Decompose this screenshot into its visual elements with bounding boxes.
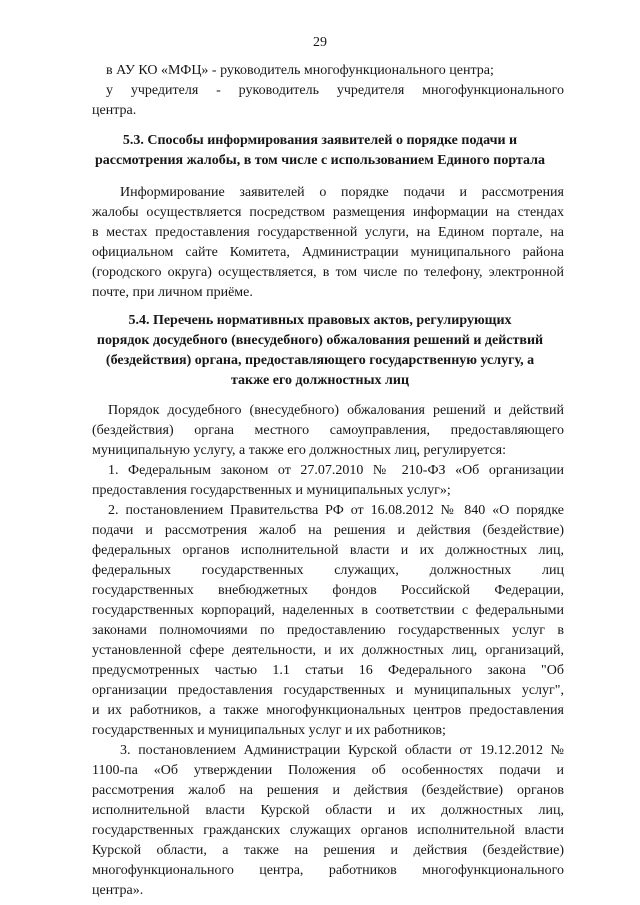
list-item-line: государственных гражданских служащих органов исполнительной власти — [92, 823, 564, 838]
paragraph-line: Информирование заявителей о порядке подачи и рассмотрения — [120, 185, 564, 200]
section-heading-line: порядок досудебного (внесудебного) обжалования решений и действий — [96, 333, 544, 348]
list-item-line: организации предоставления государственных и муниципальных услуг", — [92, 683, 564, 698]
paragraph-line: Порядок досудебного (внесудебного) обжалования решений и действий — [108, 403, 564, 418]
list-item-line: предусмотренных частью 1.1 статьи 16 Федерального закона "Об — [92, 663, 564, 678]
list-item-line: государственных и муниципальных услуг и их работников; — [92, 723, 446, 738]
list-item-line: центра». — [92, 883, 144, 898]
paragraph-line: жалобы осуществляется посредством размещения информации на стендах — [92, 205, 564, 220]
page-number: 29 — [313, 35, 327, 50]
list-item-line: 3. постановлением Администрации Курской области от 19.12.2012 № — [120, 743, 564, 758]
intro-line: в АУ КО «МФЦ» - руководитель многофункционального центра; — [106, 63, 494, 78]
list-item-line: установленной сфере деятельности, и их должностных лиц, организаций, — [92, 643, 564, 658]
list-item-line: 1. Федеральным законом от 27.07.2010 № 210-ФЗ «Об организации — [108, 463, 564, 478]
paragraph-line: (бездействия) органа местного самоуправления, предоставляющего — [92, 423, 564, 438]
paragraph-line: официальном сайте Комитета, Администрации муниципального района — [92, 245, 564, 260]
intro-line: центра. — [92, 103, 137, 118]
list-item-line: 1100-па «Об утверждении Положения об особенностях подачи и — [92, 763, 564, 778]
paragraph-line: в местах предоставления государственной услуги, на Едином портале, на — [92, 225, 564, 240]
list-item-line: многофункционального центра, работников многофункционального — [92, 863, 564, 878]
list-item-line: федеральных органов исполнительной власти и их должностных лиц, — [92, 543, 564, 558]
list-item-line: государственных внебюджетных фондов Российской Федерации, — [92, 583, 564, 598]
list-item-line: рассмотрения жалоб на решения и действия (бездействие) органов — [92, 783, 564, 798]
section-heading-line: также его должностных лиц — [230, 373, 410, 388]
list-item-line: предоставления государственных и муниципальных услуг»; — [92, 483, 451, 498]
paragraph-line: (городского округа) осуществляется, в том числе по телефону, электронной — [92, 265, 564, 280]
list-item-line: подачи и рассмотрения жалоб на решения и действия (бездействие) — [92, 523, 564, 538]
section-heading-line: 5.4. Перечень нормативных правовых актов, регулирующих — [128, 313, 512, 328]
section-heading-line: рассмотрения жалобы, в том числе с использованием Единого портала — [95, 153, 545, 168]
paragraph-line: муниципальную услугу, а также его должностных лиц, регулируется: — [92, 443, 506, 458]
intro-line: у учредителя - руководитель учредителя многофункционального — [106, 83, 564, 98]
list-item-line: Курской области, а также на решения и действия (бездействие) — [92, 843, 564, 858]
paragraph-line: почте, при личном приёме. — [92, 285, 253, 300]
section-heading-line: 5.3. Способы информирования заявителей о порядке подачи и — [122, 133, 518, 148]
list-item-line: федеральных государственных служащих, должностных лиц — [92, 563, 564, 578]
list-item-line: государственных корпораций, наделенных в соответствии с федеральными — [92, 603, 564, 618]
section-heading-line: (бездействия) органа, предоставляющего государственную услугу, а — [105, 353, 535, 368]
list-item-line: 2. постановлением Правительства РФ от 16.08.2012 № 840 «О порядке — [108, 503, 564, 518]
list-item-line: и их работников, а также многофункциональных центров предоставления — [92, 703, 564, 718]
list-item-line: законами полномочиями по предоставлению государственных услуг в — [92, 623, 564, 638]
list-item-line: исполнительной власти Курской области и их должностных лиц, — [92, 803, 564, 818]
